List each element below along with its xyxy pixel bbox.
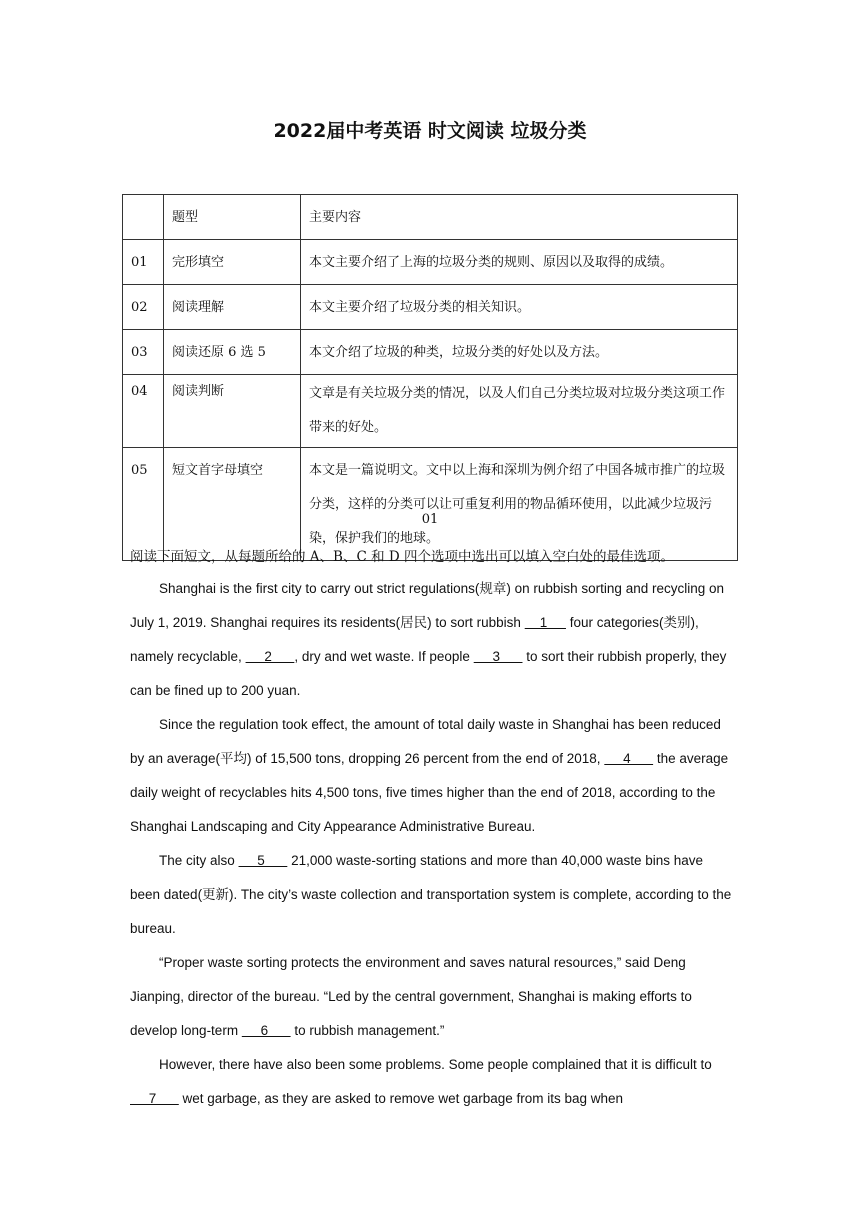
paragraph-1	[130, 572, 734, 708]
table-header-row	[123, 195, 738, 240]
passage-text: to sort their rubbish properly, they can be fined up to 200 yuan.	[130, 649, 727, 698]
row-number: 03	[123, 330, 164, 375]
passage-text: Shanghai is the first city to carry out strict regulations(规章) on rubbish sorting and recycling on July 1, 2019. Shanghai requires its residents(居民) to sort rubbish	[130, 581, 725, 630]
blank-3: 3	[473, 649, 523, 664]
section-number: 01	[421, 512, 439, 527]
passage-text: The city also	[159, 853, 239, 868]
blank-6: 6	[241, 1023, 291, 1038]
content-summary: 本文是一篇说明文。文中以上海和深圳为例介绍了中国各城市推广的垃圾分类，这样的分类可以让可重复利用的物品循环使用，以此减少垃圾污染，保护我们的地球。	[301, 448, 738, 561]
passage-text: Since the regulation took effect, the amount of total daily waste in Shanghai has been reduced by an average(平均) of 15,500 tons, dropping 26 percent from the end of 2018,	[130, 717, 721, 766]
row-number: 05	[123, 448, 164, 561]
passage-text: 21,000 waste-sorting stations and more than 40,000 waste bins have been dated(更新). The city’s waste collection and transportation system is complete, according to the bureau.	[130, 853, 732, 936]
question-type: 短文首字母填空	[164, 448, 301, 561]
question-type: 阅读理解	[164, 285, 301, 330]
instruction-text: 阅读下面短文，从每题所给的 A、B、C 和 D 四个选项中选出可以填入空白处的最佳选项。	[130, 549, 674, 565]
table-row	[123, 240, 738, 285]
table-row	[123, 285, 738, 330]
blank-5: 5	[238, 853, 288, 868]
question-type: 完形填空	[164, 240, 301, 285]
table-header-cell	[123, 195, 164, 240]
content-summary: 本文主要介绍了垃圾分类的相关知识。	[301, 285, 738, 330]
table-header-cell: 题型	[164, 195, 301, 240]
paragraph-2	[130, 708, 734, 844]
row-number: 01	[123, 240, 164, 285]
content-summary: 文章是有关垃圾分类的情况，以及人们自己分类垃圾对垃圾分类这项工作带来的好处。	[301, 375, 738, 448]
table-header-cell: 主要内容	[301, 195, 738, 240]
passage-text: However, there have also been some problems. Some people complained that it is difficult to	[159, 1057, 712, 1072]
row-number: 02	[123, 285, 164, 330]
blank-7: 7	[130, 1091, 179, 1106]
passage-text: the average daily weight of recyclables hits 4,500 tons, five times higher than the end of 2018, according to the Shanghai Landscaping and City Appearance Administrative Bureau.	[130, 751, 729, 834]
table-row	[123, 375, 738, 448]
paragraph-3	[130, 844, 734, 946]
blank-4: 4	[604, 751, 654, 766]
page-title: 2022届中考英语 时文阅读 垃圾分类	[273, 120, 587, 142]
passage-text: wet garbage, as they are asked to remove wet garbage from its bag when	[178, 1091, 624, 1106]
content-summary: 本文介绍了垃圾的种类，垃圾分类的好处以及方法。	[301, 330, 738, 375]
content-summary: 本文主要介绍了上海的垃圾分类的规则、原因以及取得的成绩。	[301, 240, 738, 285]
passage-text: to rubbish management.”	[290, 1023, 445, 1038]
paragraph-4	[130, 946, 734, 1048]
table-row	[123, 448, 738, 561]
passage-text: four categories(类别), namely recyclable,	[130, 615, 699, 664]
question-type: 阅读判断	[164, 375, 301, 448]
blank-1: 1	[524, 615, 566, 630]
passage-text: “Proper waste sorting protects the environment and saves natural resources,” said Deng Jianping, director of the bureau. “Led by the central government, Shanghai is making efforts to develop long-term	[130, 955, 692, 1038]
blank-2: 2	[245, 649, 295, 664]
question-type: 阅读还原 6 选 5	[164, 330, 301, 375]
row-number: 04	[123, 375, 164, 448]
paragraph-5	[130, 1048, 734, 1116]
table-row	[123, 330, 738, 375]
passage-text: , dry and wet waste. If people	[294, 649, 474, 664]
reading-passage	[130, 572, 734, 1116]
summary-table	[122, 194, 738, 561]
